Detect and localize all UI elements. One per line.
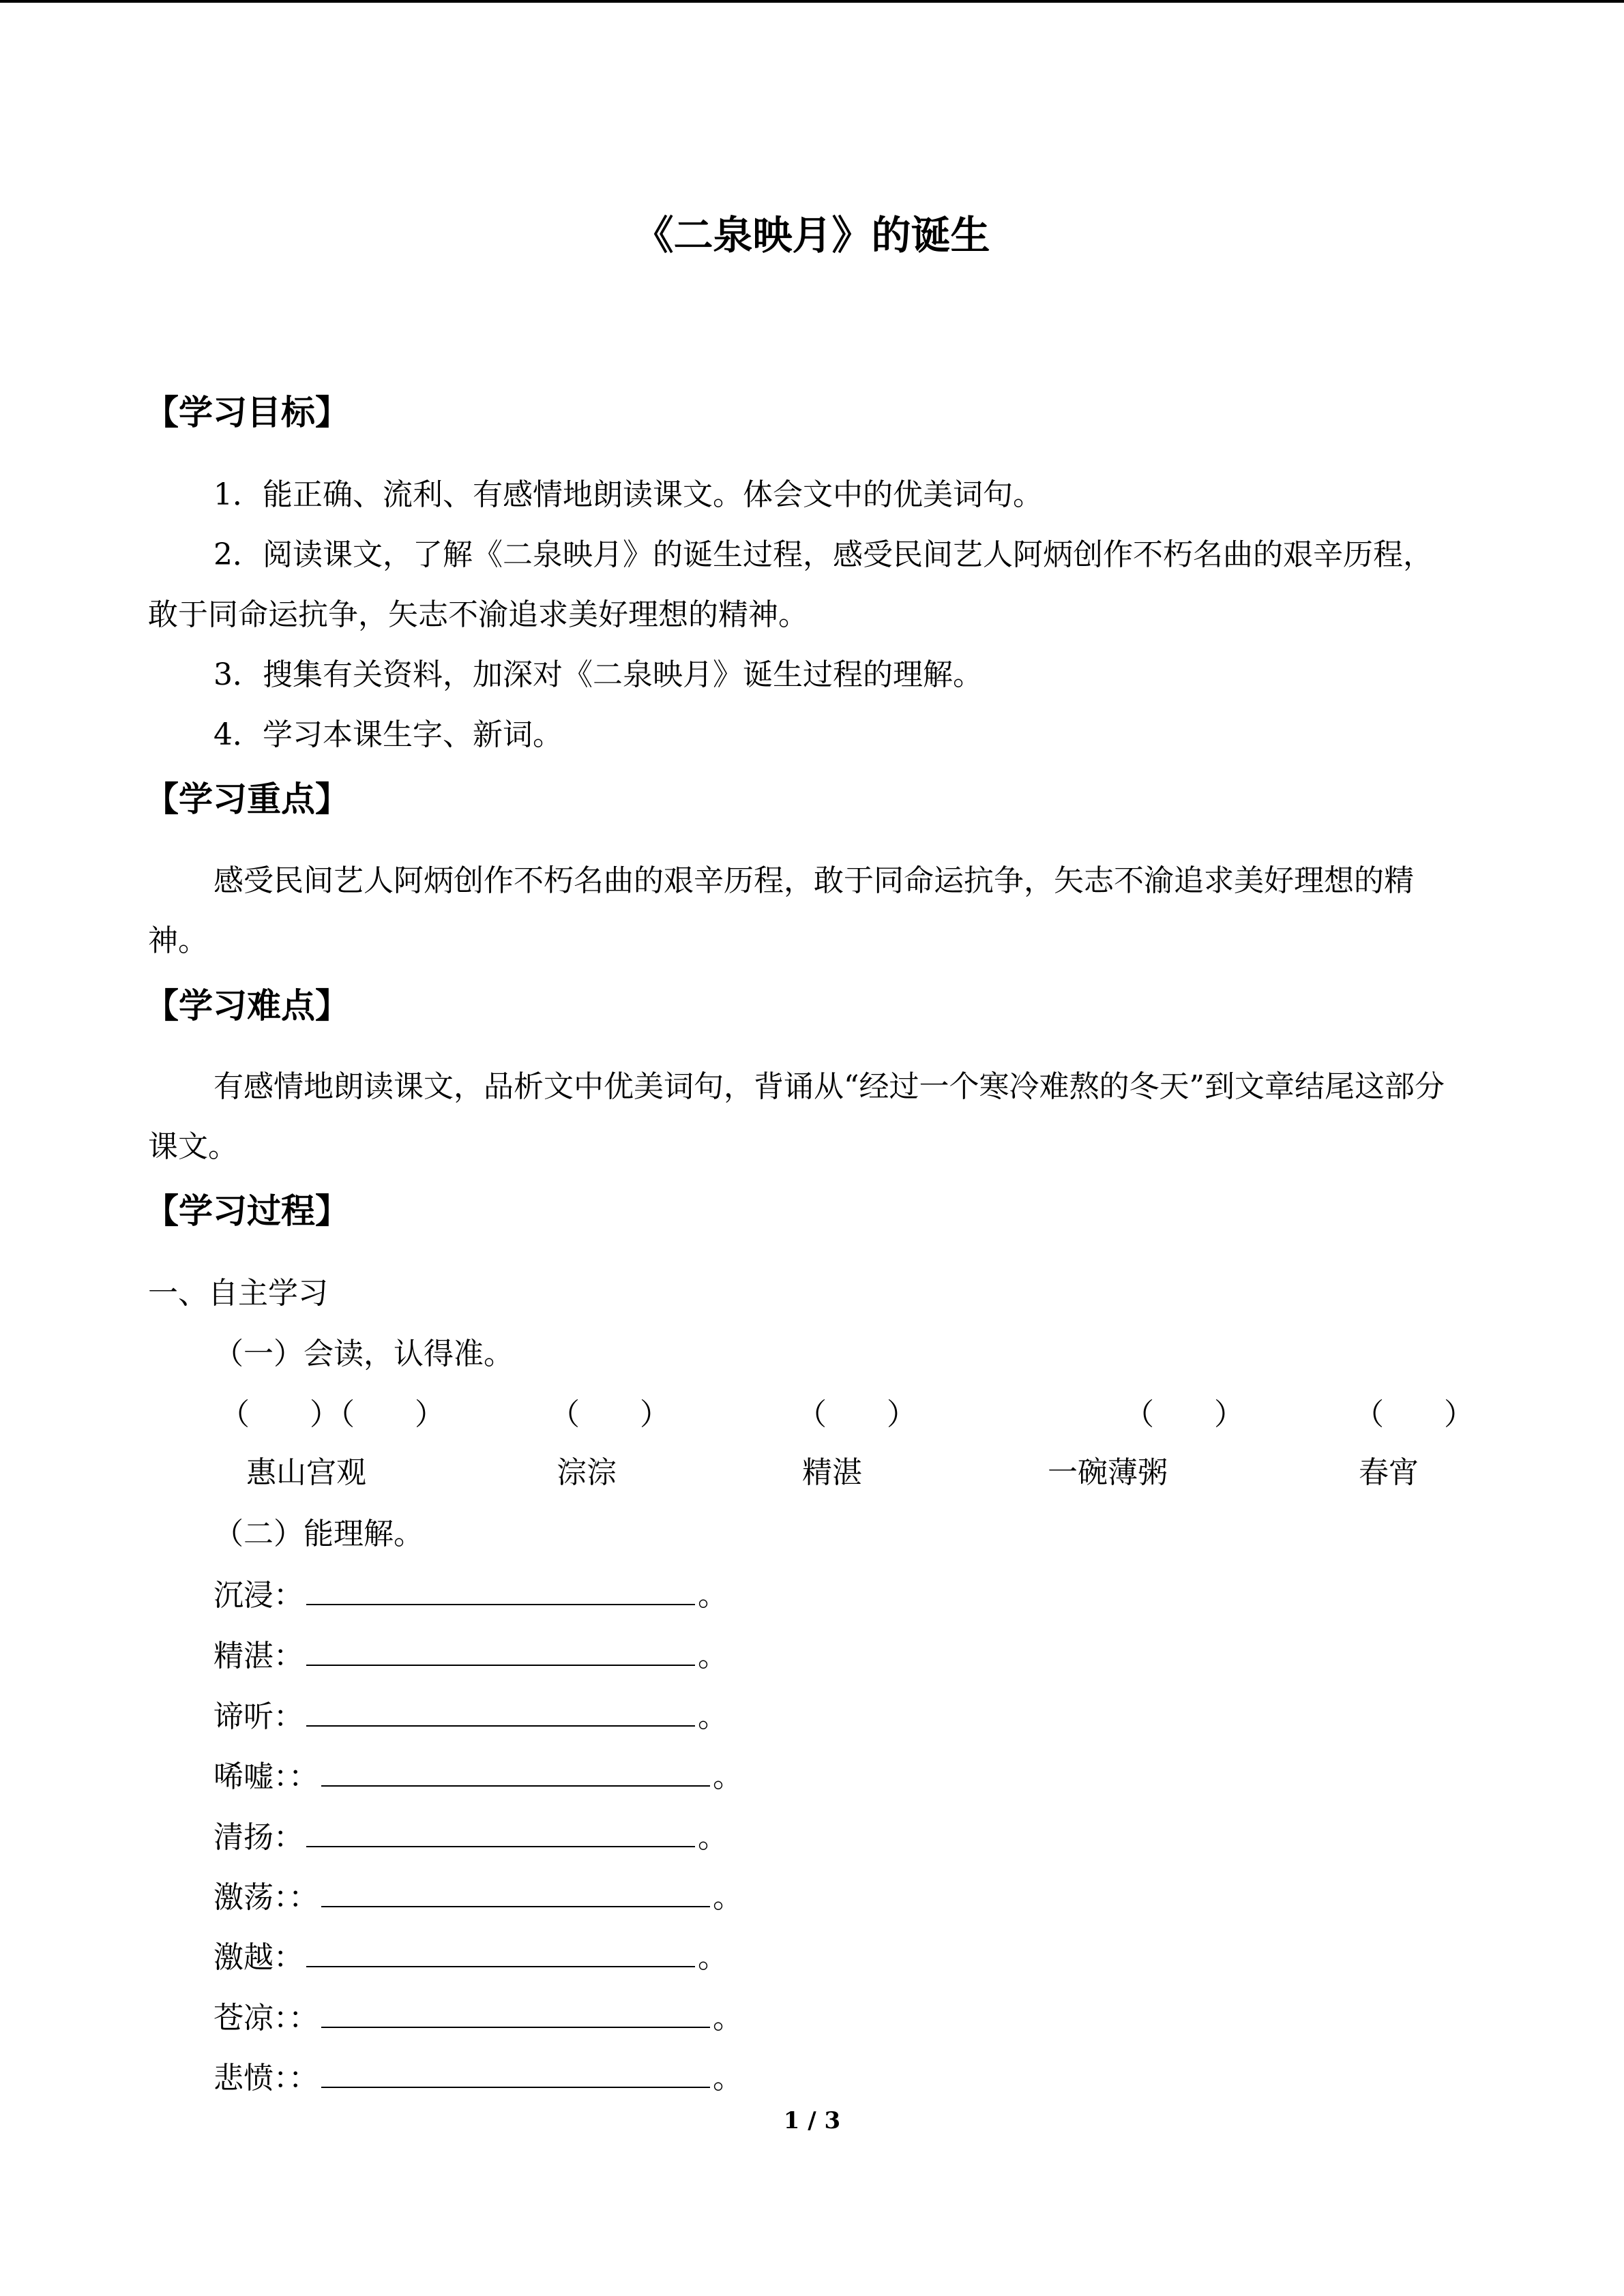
vocab-word: 谛听：	[213, 1699, 304, 1734]
answer-blank[interactable]	[321, 1870, 710, 1907]
difficulties-text: 有感情地朗读课文，品析文中优美词句，背诵从“经过一个寒冷难熬的冬天”到文章结尾这部分课文。	[148, 1069, 1445, 1164]
top-border-line	[0, 0, 1624, 3]
sub1-read: （一）会读，认得准。	[213, 1337, 514, 1371]
vocab-end: 。	[713, 1880, 743, 1915]
answer-blank[interactable]	[306, 1930, 695, 1967]
vocab-word: 精湛：	[213, 1639, 304, 1673]
reading-word: 精湛	[802, 1455, 862, 1490]
document-title: 《二泉映月》的诞生	[634, 212, 990, 258]
heading-goals: 【学习目标】	[145, 393, 349, 432]
vocab-end: 。	[713, 1759, 743, 1794]
answer-blank[interactable]	[321, 2051, 710, 2088]
answer-blank[interactable]	[306, 1690, 695, 1727]
goal-item-1: 1．能正确、流利、有感情地朗读课文。体会文中的优美词句。	[213, 477, 1043, 512]
vocab-end: 。	[698, 1639, 728, 1673]
vocab-word: 唏嘘：：	[213, 1759, 319, 1794]
goal-item-4: 4．学习本课生字、新词。	[213, 717, 563, 752]
page-number: 1 / 3	[783, 2107, 841, 2134]
vocab-word: 激荡：：	[213, 1880, 319, 1915]
pinyin-blank[interactable]: （ ）	[1354, 1397, 1474, 1432]
vocab-end: 。	[698, 1820, 728, 1855]
part1-self-study: 一、自主学习	[148, 1276, 328, 1311]
heading-difficulties: 【学习难点】	[145, 986, 349, 1026]
vocab-word: 悲愤：：	[213, 2061, 319, 2096]
pinyin-blank[interactable]: （ ）	[797, 1397, 917, 1432]
vocab-row	[213, 2051, 743, 2106]
vocab-word: 苍凉：：	[213, 2001, 319, 2036]
reading-word: 春宵	[1359, 1455, 1419, 1490]
sub2-understand: （二）能理解。	[213, 1517, 424, 1551]
vocab-end: 。	[713, 2061, 743, 2096]
answer-blank[interactable]	[306, 1568, 695, 1605]
vocab-word: 清扬：	[213, 1820, 304, 1855]
vocab-row	[213, 1870, 743, 1925]
vocab-word: 沉浸：	[213, 1578, 304, 1613]
answer-blank[interactable]	[321, 1750, 710, 1787]
vocab-row	[213, 1810, 728, 1865]
vocab-row	[213, 1930, 728, 1985]
vocab-end: 。	[698, 1578, 728, 1613]
reading-word: 一碗薄粥	[1048, 1455, 1168, 1490]
pinyin-blank-pair[interactable]: （ ）（ ）	[220, 1397, 445, 1432]
answer-blank[interactable]	[321, 1991, 710, 2028]
answer-blank[interactable]	[306, 1629, 695, 1666]
heading-process: 【学习过程】	[145, 1191, 349, 1231]
vocab-row	[213, 1568, 728, 1623]
pinyin-blank[interactable]: （ ）	[1124, 1397, 1244, 1432]
goal-item-3: 3．搜集有关资料，加深对《二泉映月》诞生过程的理解。	[213, 657, 983, 692]
vocab-row	[213, 1629, 728, 1684]
vocab-row	[213, 1991, 743, 2046]
vocab-end: 。	[698, 1699, 728, 1734]
vocab-end: 。	[713, 2001, 743, 2036]
vocab-word: 激越：	[213, 1940, 304, 1975]
answer-blank[interactable]	[306, 1810, 695, 1847]
vocab-row	[213, 1690, 728, 1744]
reading-word: 淙淙	[557, 1455, 617, 1490]
vocab-row	[213, 1750, 743, 1804]
reading-word: 惠山宫观	[246, 1455, 366, 1490]
heading-key-points: 【学习重点】	[145, 779, 349, 819]
goal-item-2: 2．阅读课文，了解《二泉映月》的诞生过程，感受民间艺人阿炳创作不朽名曲的艰辛历程，敢于同命运抗争，矢志不渝追求美好理想的精神。	[148, 537, 1433, 632]
pinyin-blank[interactable]: （ ）	[550, 1397, 670, 1432]
vocab-end: 。	[698, 1940, 728, 1975]
key-points-text: 感受民间艺人阿炳创作不朽名曲的艰辛历程，敢于同命运抗争，矢志不渝追求美好理想的精神。	[148, 863, 1414, 958]
